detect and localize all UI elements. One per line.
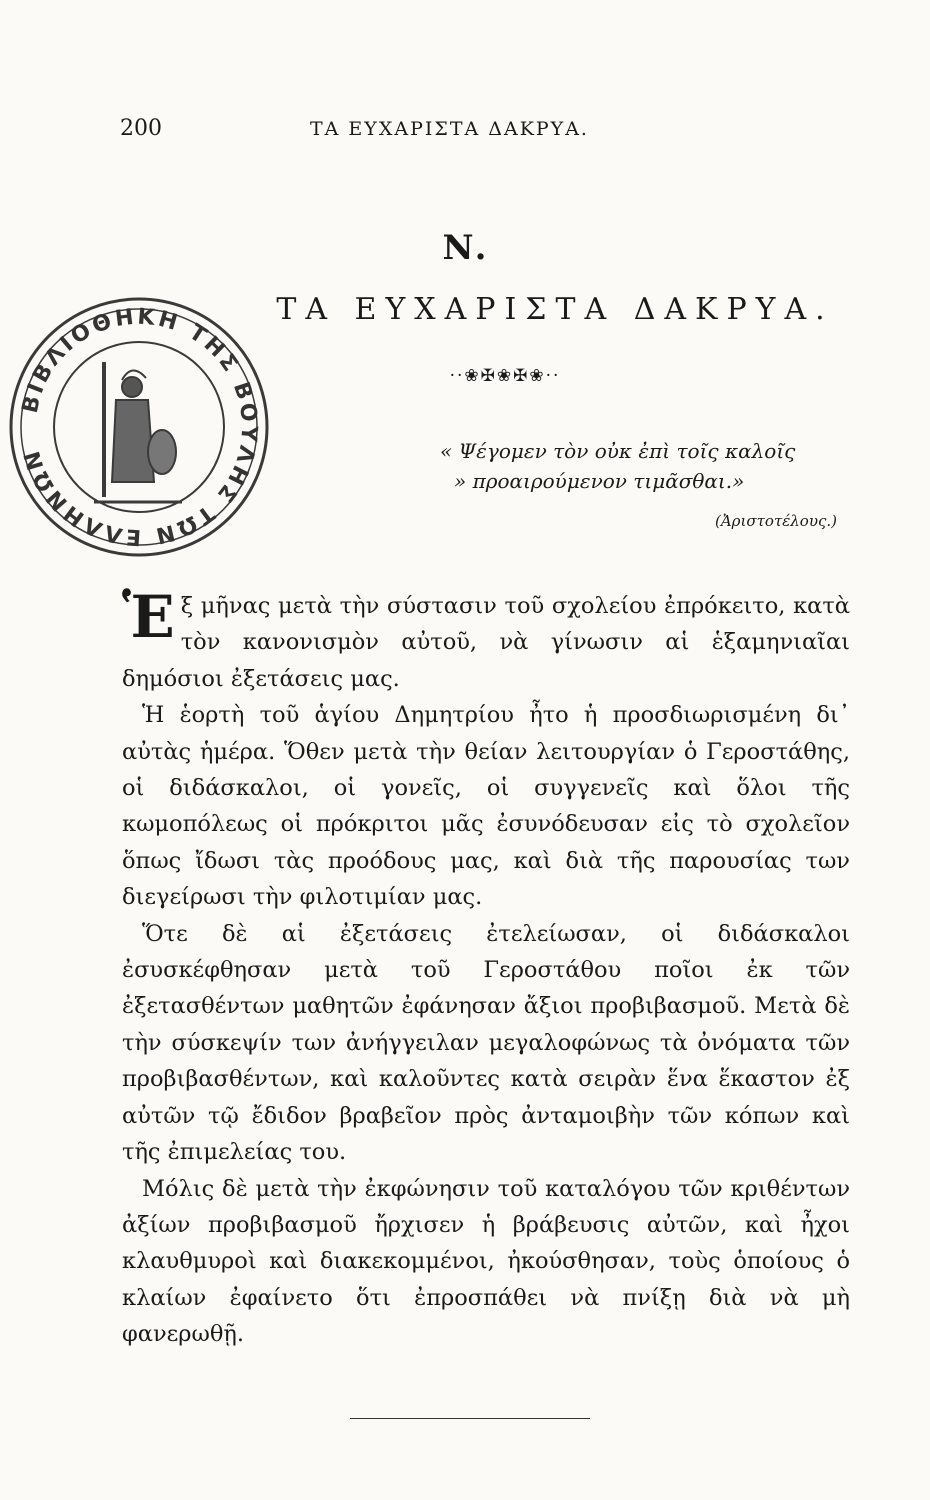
paragraph-3: Ὅτε δὲ αἱ ἐξετάσεις ἐτελείωσαν, οἱ διδάσκαλοι ἐσυσκέφθησαν μετὰ τοῦ Γεροστάθου ποῖοι ἐκ τῶν ἐξετασθέντων μαθητῶν ἐφάνησαν ἄξιοι προβιβασμοῦ. Μετὰ δὲ τὴν σύσκεψίν των ἀνήγγειλαν μεγαλοφώνως τὰ ὀνόματα τῶν προβιβασθέντων, καὶ καλοῦντες κατὰ σειρὰν ἕνα ἕκαστον ἐξ αὐτῶν τῷ ἔδιδον βραβεῖον πρὸς ἀνταμοιβὴν τῶν κόπων καὶ τῆς ἐπιμελείας του. [122, 920, 850, 1166]
footer-rule [350, 1418, 590, 1419]
paragraph-1 [122, 583, 850, 697]
epigraph [440, 436, 860, 496]
paragraph-1-text: ξ μῆνας μετὰ τὴν σύστασιν τοῦ σχολείου ἐπρόκειτο, κατὰ τὸν κανονισμὸν αὐτοῦ, νὰ γίνωσιν αἱ ἑξαμηνιαῖαι δημόσιοι ἐξετάσεις μας. [122, 593, 850, 692]
paragraph-4: Μόλις δὲ μετὰ τὴν ἐκφώνησιν τοῦ καταλόγου τῶν κριθέντων ἀξίων προβιβασμοῦ ἤρχισεν ἡ βράβευσις αὐτῶν, καὶ ἦχοι κλαυθμυροὶ καὶ διακεκομμένοι, ἠκούσθησαν, τοὺς ὁποίους ὁ κλαίων ἐφαίνετο ὅτι ἐπροσπάθει νὰ πνίξῃ διὰ νὰ μὴ φανερωθῇ. [122, 1175, 850, 1348]
library-stamp-seal [4, 292, 274, 562]
page-number: 200 [120, 116, 162, 141]
chapter-title: ΤΑ ΕΥΧΑΡΙΣΤΑ ΔΑΚΡΥΑ. [276, 292, 834, 327]
running-title: ΤΑ ΕΥΧΑΡΙΣΤΑ ΔΑΚΡΥΑ. [310, 118, 589, 140]
svg-text:ΒΙΒΛΙΟΘΗΚΗ ΤΗΣ ΒΟΥΛΗΣ ΤΩΝ ΕΛΛΗ: ΒΙΒΛΙΟΘΗΚΗ ΤΗΣ ΒΟΥΛΗΣ ΤΩΝ ΕΛΛΗΝΩΝ [17, 304, 262, 550]
body-text [122, 583, 850, 1353]
epigraph-source: (Ἀριστοτέλους.) [715, 512, 837, 530]
epigraph-line-1: « Ψέγομεν τὸν οὐκ ἐπὶ τοῖς καλοῖς [440, 439, 796, 463]
epigraph-line-2: » προαιρούμενον τιμᾶσθαι.» [454, 469, 745, 493]
ornament-divider: ··❀✠❀✠❀·· [449, 366, 561, 386]
page-header [120, 116, 850, 146]
paragraph-2: Ἡ ἑορτὴ τοῦ ἁγίου Δημητρίου ἦτο ἡ προσδιωρισμένη δι᾽ αὐτὰς ἡμέρα. Ὅθεν μετὰ τὴν θείαν λειτουργίαν ὁ Γεροστάθης, οἱ διδάσκαλοι, οἱ γονεῖς, οἱ συγγενεῖς καὶ ὅλοι τῆς κωμοπόλεως οἱ πρόκριτοι μᾶς ἐσυνόδευσαν εἰς τὸ σχολεῖον ὅπως ἴδωσι τὰς προόδους μας, καὶ διὰ τῆς παρουσίας των διεγείρωσι τὴν φιλοτιμίαν μας. [122, 702, 850, 911]
drop-cap: Ἑ [122, 583, 175, 651]
chapter-number: Ν. [442, 228, 488, 268]
